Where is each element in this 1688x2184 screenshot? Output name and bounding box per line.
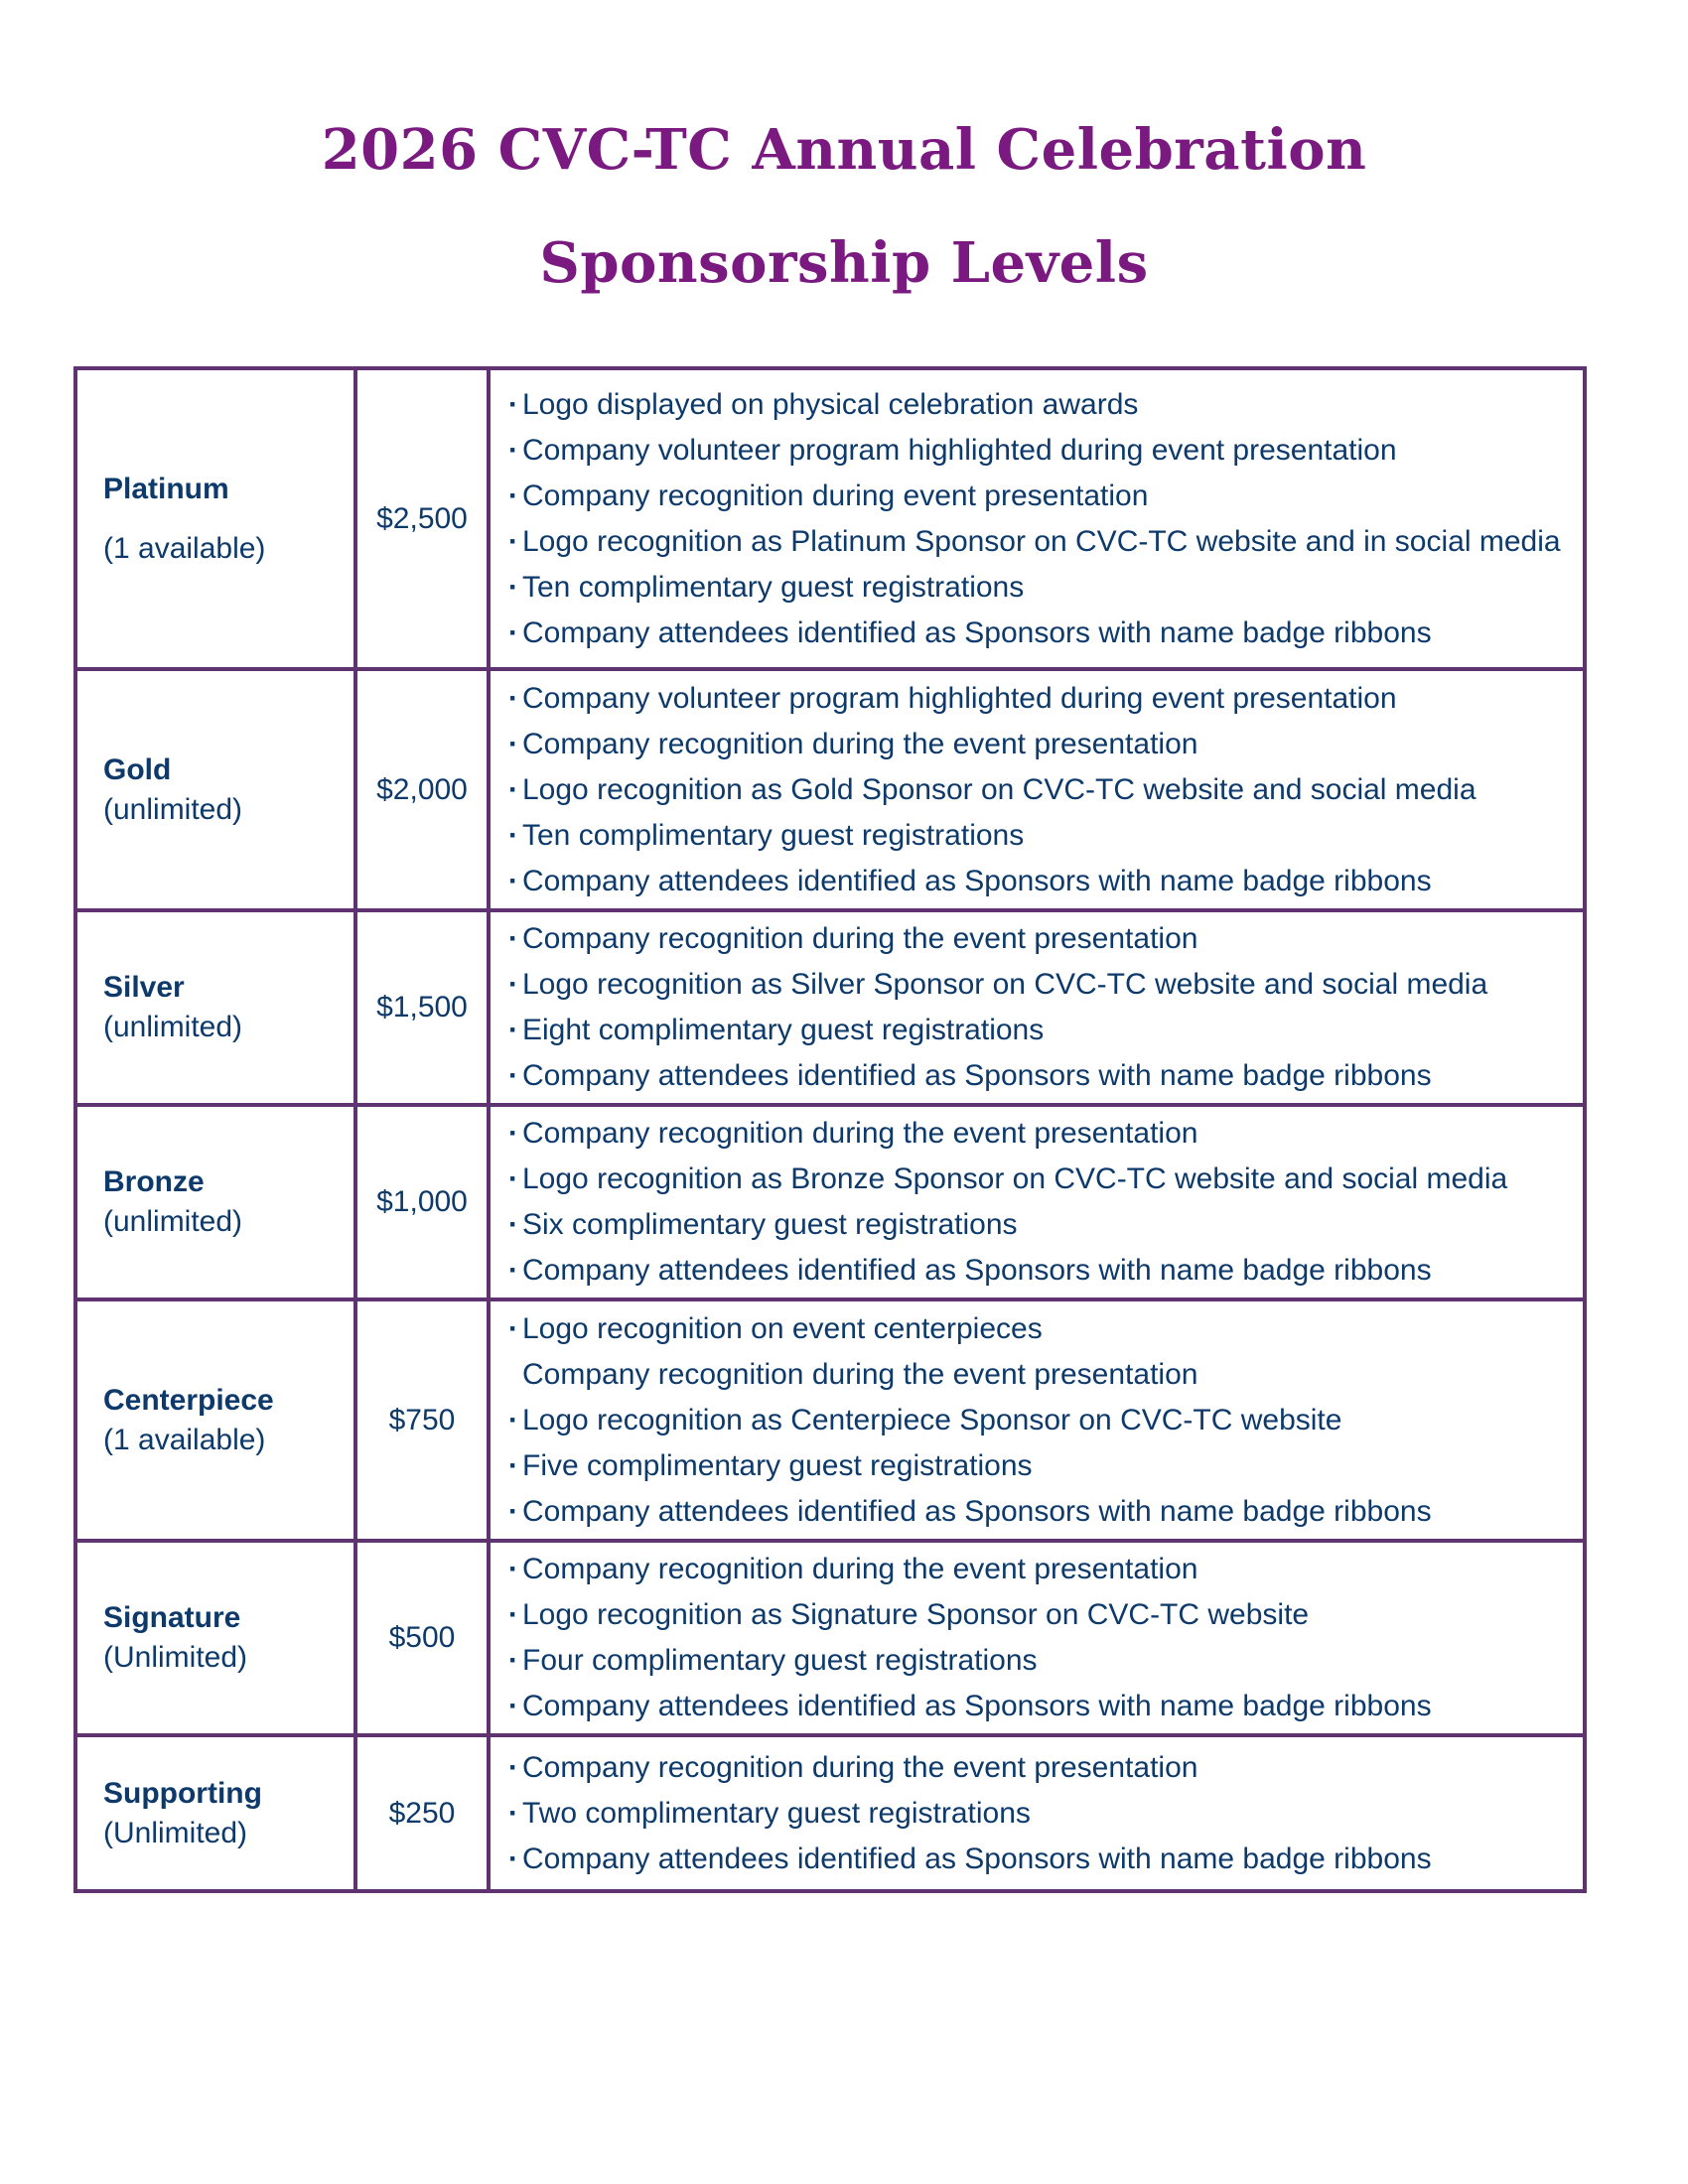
level-availability: (1 available) (103, 531, 266, 565)
level-cell (75, 669, 355, 910)
benefits-cell (489, 910, 1585, 1105)
benefit-text: Company attendees identified as Sponsors with name badge ribbons (522, 1842, 1432, 1875)
level-name: Signature (103, 1601, 241, 1634)
bullet-icon: · (508, 1553, 518, 1585)
benefit-text: Company volunteer program highlighted during event presentation (522, 433, 1397, 467)
benefit-item (508, 859, 1583, 904)
benefit-text: Logo recognition as Gold Sponsor on CVC-TC website and social media (522, 772, 1477, 806)
benefit-item (508, 1398, 1583, 1443)
level-availability: (unlimited) (103, 792, 243, 826)
benefit-text: Company recognition during the event presentation (522, 922, 1198, 955)
benefits-cell (489, 368, 1585, 669)
benefit-item (508, 813, 1583, 859)
benefit-text: Company attendees identified as Sponsors with name badge ribbons (522, 1059, 1432, 1092)
benefit-text: Company recognition during the event presentation (522, 1117, 1198, 1150)
benefit-text: Eight complimentary guest registrations (522, 1014, 1045, 1046)
bullet-icon: · (508, 1644, 518, 1677)
benefit-text: Logo displayed on physical celebration awards (522, 387, 1139, 421)
benefit-text: Company attendees identified as Sponsors with name badge ribbons (522, 864, 1432, 897)
level-availability: (Unlimited) (103, 1816, 248, 1849)
level-cell (75, 1541, 355, 1735)
level-cell (75, 1735, 355, 1891)
level-name: Bronze (103, 1165, 205, 1198)
benefit-text: Logo recognition as Centerpiece Sponsor on CVC-TC website (522, 1403, 1342, 1436)
bullet-icon: · (508, 433, 518, 467)
benefit-item (508, 767, 1583, 813)
benefits-cell (489, 1735, 1585, 1891)
page-subtitle: Sponsorship Levels (539, 230, 1149, 296)
benefit-item (508, 1547, 1583, 1592)
level-name: Gold (103, 752, 172, 786)
bullet-icon: · (508, 1117, 518, 1150)
bullet-icon: · (508, 524, 518, 558)
benefit-text: Company recognition during the event presentation (522, 727, 1198, 760)
bullet-icon: · (508, 615, 518, 649)
benefit-item (508, 1684, 1583, 1729)
bullet-icon: · (508, 1796, 518, 1830)
benefit-item (508, 722, 1583, 767)
benefit-item (508, 1489, 1583, 1535)
bullet-icon: · (508, 1254, 518, 1287)
benefit-item (508, 1837, 1583, 1882)
level-cell (75, 1105, 355, 1299)
benefit-text: Five complimentary guest registrations (522, 1448, 1033, 1482)
bullet-icon: · (508, 570, 518, 604)
bullet-icon: · (508, 1598, 518, 1631)
sponsor-level-row (75, 669, 1585, 910)
bullet-icon: · (508, 1162, 518, 1195)
level-name: Silver (103, 971, 185, 1004)
level-price: $500 (355, 1541, 489, 1735)
benefit-text: Logo recognition as Signature Sponsor on CVC-TC website (522, 1598, 1310, 1631)
benefit-text: Company recognition during the event presentation (522, 1750, 1198, 1784)
benefit-text: Company attendees identified as Sponsors with name badge ribbons (522, 1494, 1432, 1528)
bullet-icon: · (508, 922, 518, 955)
bullet-icon: · (508, 772, 518, 806)
benefit-item (508, 382, 1583, 428)
benefit-item (508, 1053, 1583, 1099)
benefit-text: Two complimentary guest registrations (522, 1796, 1031, 1830)
sponsor-level-row (75, 368, 1585, 669)
level-name: Platinum (103, 472, 229, 505)
benefit-item (508, 1638, 1583, 1684)
benefit-text: Company recognition during the event presentation (522, 1553, 1198, 1585)
benefits-cell (489, 1299, 1585, 1541)
benefit-item (508, 1443, 1583, 1489)
benefit-text: Company recognition during the event presentation (522, 1357, 1198, 1391)
level-cell (75, 910, 355, 1105)
benefit-item (508, 1248, 1583, 1294)
bullet-icon: · (508, 818, 518, 852)
bullet-icon: · (508, 1494, 518, 1528)
benefit-item (508, 474, 1583, 519)
level-price: $2,000 (355, 669, 489, 910)
level-price: $750 (355, 1299, 489, 1541)
benefit-item (508, 1306, 1583, 1352)
benefit-item (508, 1352, 1583, 1398)
sponsor-level-row (75, 910, 1585, 1105)
bullet-icon: · (508, 1448, 518, 1482)
benefit-item (508, 1111, 1583, 1157)
level-price: $1,000 (355, 1105, 489, 1299)
level-availability: (unlimited) (103, 1205, 243, 1238)
sponsorship-table (73, 366, 1587, 1893)
bullet-icon: · (508, 968, 518, 1001)
benefit-item (508, 565, 1583, 611)
level-name: Centerpiece (103, 1383, 274, 1417)
level-name: Supporting (103, 1776, 262, 1810)
bullet-icon: · (508, 387, 518, 421)
benefit-item (508, 676, 1583, 722)
level-availability: (unlimited) (103, 1011, 243, 1043)
benefit-item (508, 962, 1583, 1008)
bullet-icon: · (508, 727, 518, 760)
benefit-item (508, 1157, 1583, 1202)
benefits-cell (489, 669, 1585, 910)
benefit-item (508, 1791, 1583, 1837)
page-title: 2026 CVC-TC Annual Celebration (321, 117, 1367, 183)
level-price: $1,500 (355, 910, 489, 1105)
benefit-text: Logo recognition as Platinum Sponsor on CVC-TC website and in social media (522, 524, 1561, 558)
benefit-item (508, 1008, 1583, 1053)
benefit-text: Company attendees identified as Sponsors with name badge ribbons (522, 1690, 1432, 1722)
level-price: $250 (355, 1735, 489, 1891)
level-availability: (Unlimited) (103, 1641, 248, 1674)
bullet-icon: · (508, 681, 518, 715)
benefit-text: Logo recognition as Silver Sponsor on CVC-TC website and social media (522, 968, 1488, 1001)
bullet-icon: · (508, 1059, 518, 1092)
benefit-text: Company recognition during event presentation (522, 478, 1149, 512)
bullet-icon: · (508, 1750, 518, 1784)
benefit-item (508, 428, 1583, 474)
sponsor-level-row (75, 1735, 1585, 1891)
bullet-icon: · (508, 864, 518, 897)
benefits-cell (489, 1105, 1585, 1299)
level-price: $2,500 (355, 368, 489, 669)
benefit-item (508, 1745, 1583, 1791)
benefit-text: Logo recognition on event centerpieces (522, 1311, 1043, 1345)
bullet-icon: · (508, 1208, 518, 1241)
sponsor-level-row (75, 1299, 1585, 1541)
bullet-icon: · (508, 1842, 518, 1875)
benefit-text: Logo recognition as Bronze Sponsor on CVC-TC website and social media (522, 1162, 1508, 1195)
bullet-icon: · (508, 1014, 518, 1046)
benefit-item (508, 1202, 1583, 1248)
benefit-text: Four complimentary guest registrations (522, 1644, 1038, 1677)
benefit-text: Company volunteer program highlighted during event presentation (522, 681, 1397, 715)
benefit-item (508, 1592, 1583, 1638)
benefits-cell (489, 1541, 1585, 1735)
level-cell (75, 1299, 355, 1541)
benefit-text: Company attendees identified as Sponsors with name badge ribbons (522, 1254, 1432, 1287)
benefit-text: Company attendees identified as Sponsors with name badge ribbons (522, 615, 1432, 649)
bullet-icon: · (508, 478, 518, 512)
sponsor-level-row (75, 1105, 1585, 1299)
sponsor-level-row (75, 1541, 1585, 1735)
benefit-item (508, 519, 1583, 565)
benefit-text: Ten complimentary guest registrations (522, 818, 1025, 852)
benefit-text: Six complimentary guest registrations (522, 1208, 1018, 1241)
benefit-text: Ten complimentary guest registrations (522, 570, 1025, 604)
bullet-icon: · (508, 1690, 518, 1722)
bullet-icon: · (508, 1403, 518, 1436)
benefit-item (508, 916, 1583, 962)
level-availability: (1 available) (103, 1423, 266, 1456)
benefit-item (508, 611, 1583, 656)
level-cell (75, 368, 355, 669)
bullet-icon: · (508, 1311, 518, 1345)
